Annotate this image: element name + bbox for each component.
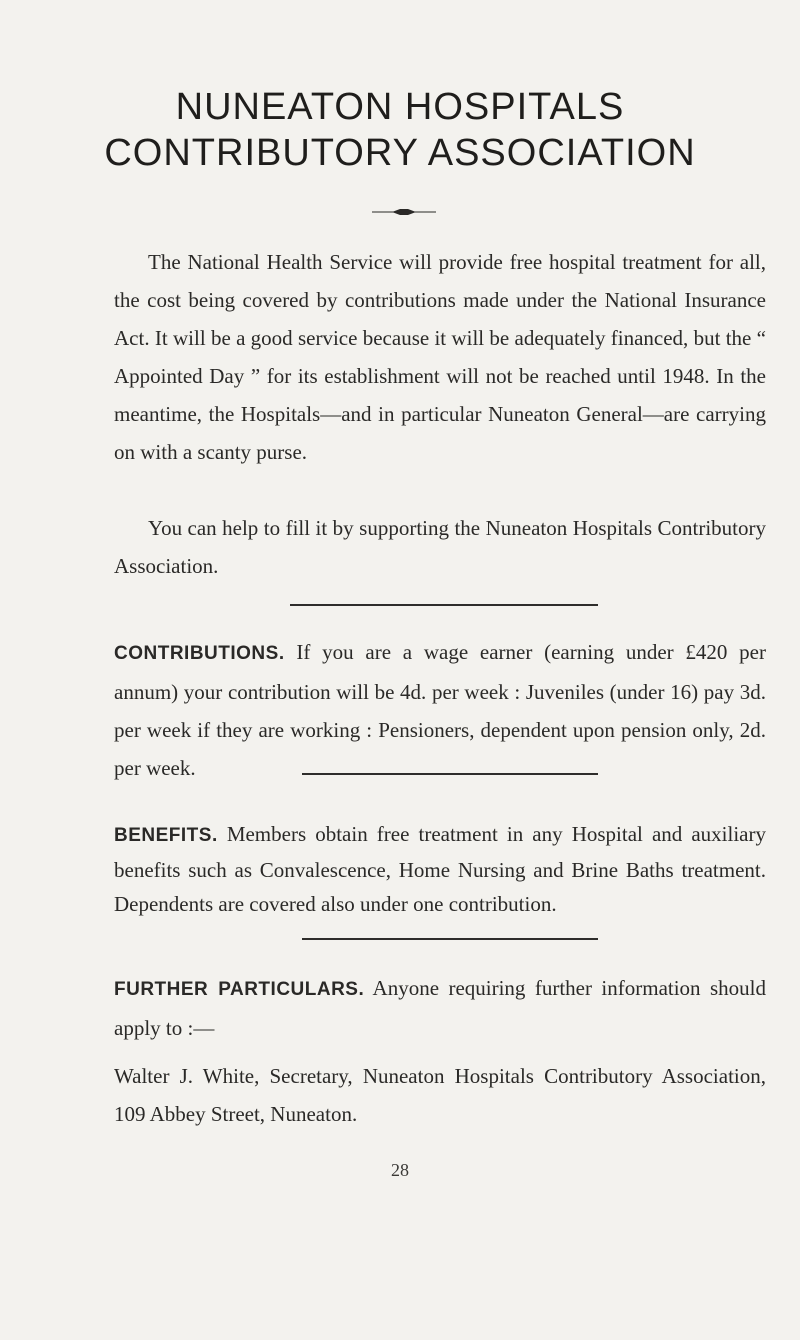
- further-particulars-section: [114, 969, 766, 1047]
- page-number: 28: [391, 1160, 409, 1180]
- ornament-divider-icon: [372, 204, 436, 220]
- section-divider: [302, 938, 598, 940]
- title-line-1: NUNEATON HOSPITALS: [175, 86, 625, 128]
- further-particulars-heading: FURTHER PARTICULARS.: [114, 979, 365, 1000]
- contributions-section: [114, 633, 766, 787]
- benefits-heading: BENEFITS.: [114, 825, 218, 846]
- contributions-heading: CONTRIBUTIONS.: [114, 643, 285, 664]
- section-divider: [290, 604, 598, 606]
- appeal-paragraph: You can help to fill it by supporting the Nuneaton Hospitals Contributory Association.: [114, 516, 766, 578]
- section-divider: [302, 773, 598, 775]
- further-particulars-text: Anyone requiring further information should apply to :—: [114, 976, 766, 1040]
- intro-paragraph: The National Health Service will provide free hospital treatment for all, the cost being covered by contributions made under the National Insurance Act. It will be a good service because it will be adequately financed, but the “ Appointed Day ” for its establishment will not be reached until 1948. In the meantime, the Hospitals—and in particular Nuneaton General—are carrying on with a scanty purse.: [114, 250, 766, 464]
- title-line-2: CONTRIBUTORY ASSOCIATION: [104, 132, 696, 174]
- contact-address: Walter J. White, Secretary, Nuneaton Hospitals Contributory Association, 109 Abbey Street, Nuneaton.: [114, 1064, 766, 1126]
- benefits-text: Members obtain free treatment in any Hospital and auxiliary benefits such as Convalescence, Home Nursing and Brine Baths treatment. Dependents are covered also under one contribution.: [114, 822, 766, 916]
- benefits-section: [114, 817, 766, 921]
- contributions-text: If you are a wage earner (earning under £420 per annum) your contribution will be 4d. per week : Juveniles (under 16) pay 3d. per week if they are working : Pensioners, dependent upon pension only, 2d. per week.: [114, 640, 766, 780]
